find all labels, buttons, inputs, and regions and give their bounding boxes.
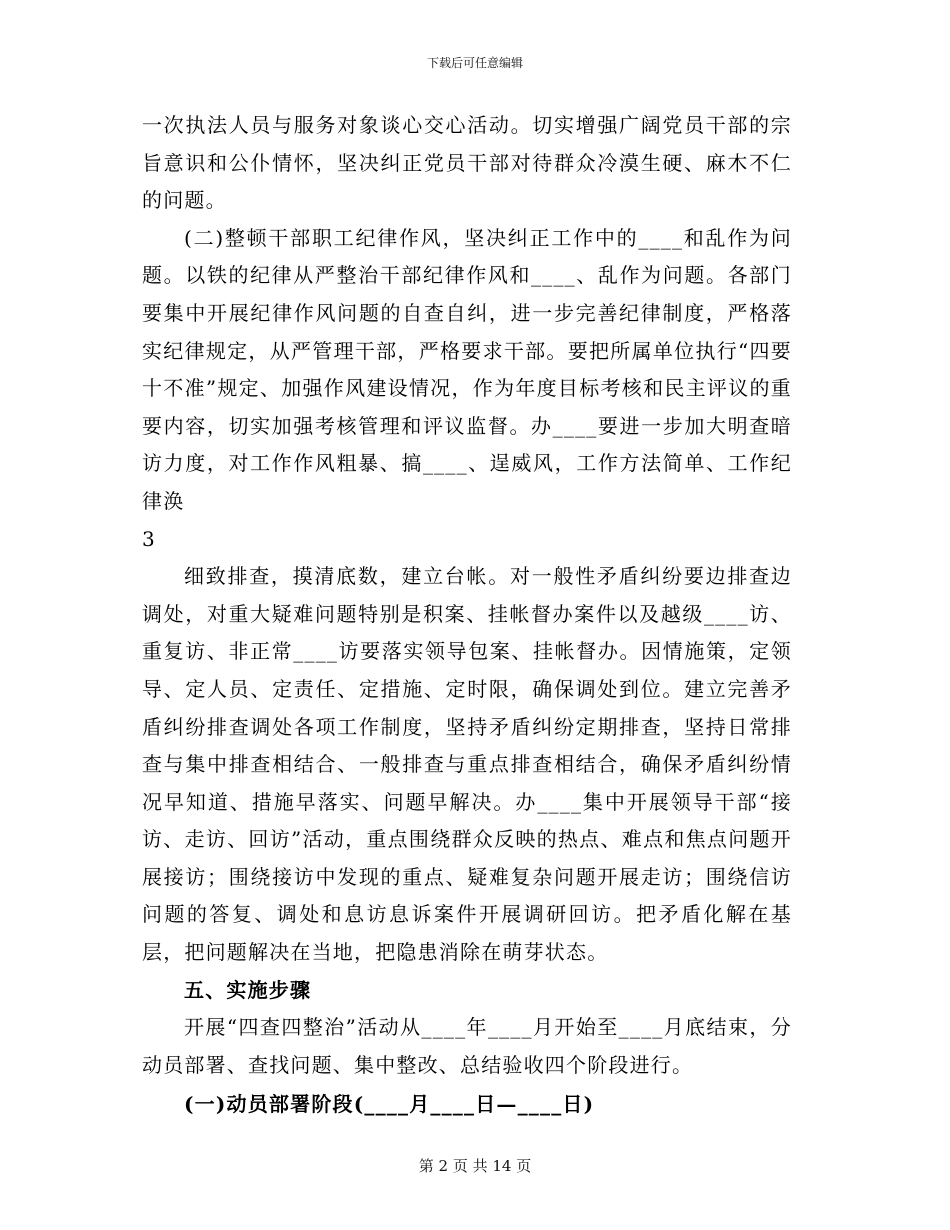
paragraph-continuation: 一次执法人员与服务对象谈心交心活动。切实增强广阔党员干部的宗旨意识和公仆情怀，坚决纠正党员干部对待群众冷漠生硬、麻木不仁的问题。: [142, 113, 792, 213]
document-body: [142, 107, 792, 1124]
subsection-heading-mobilization: (一)动员部署阶段(____月____日—____日): [184, 1092, 595, 1117]
page-footer: 第 2 页 共 14 页: [418, 1157, 532, 1175]
page-marker: 3: [142, 526, 155, 551]
paragraph-schedule: 开展“四查四整治”活动从____年____月开始至____月底结束，分动员部署、查找问题、集中整改、总结验收四个阶段进行。: [142, 1015, 792, 1077]
page-header: 下载后可任意编辑: [426, 56, 523, 70]
paragraph-investigation: 细致排查，摸清底数，建立台帐。对一般性矛盾纠纷要边排查边调处，对重大疑难问题特别是积案、挂帐督办案件以及越级____访、重复访、非正常____访要落实领导包案、挂帐督办。因情施策，定领导、定人员、定责任、定措施、定时限，确保调处到位。建立完善矛盾纠纷排查调处各项工作制度，坚持矛盾纠纷定期排查，坚持日常排查与集中排查相结合、一般排查与重点排查相结合，确保矛盾纠纷情况早知道、措施早落实、问题早解决。办____集中开展领导干部“接访、走访、回访”活动，重点围绕群众反映的热点、难点和焦点问题开展接访；围绕接访中发现的重点、疑难复杂问题开展走访；围绕信访问题的答复、调处和息访息诉案件开展调研回访。把矛盾化解在基层，把问题解决在当地，把隐患消除在萌芽状态。: [142, 564, 792, 965]
section-heading-implementation: 五、实施步骤: [184, 977, 312, 1002]
paragraph-discipline: (二)整顿干部职工纪律作风，坚决纠正工作中的____和乱作为问题。以铁的纪律从严整治干部纪律作风和____、乱作为问题。各部门要集中开展纪律作风问题的自查自纠，进一步完善纪律制度，严格落实纪律规定，从严管理干部，严格要求干部。要把所属单位执行“四要十不准”规定、加强作风建设情况，作为年度目标考核和民主评议的重要内容，切实加强考核管理和评议监督。办____要进一步加大明查暗访力度，对工作作风粗暴、搞____、逞威风，工作方法简单、工作纪律涣: [142, 225, 792, 513]
